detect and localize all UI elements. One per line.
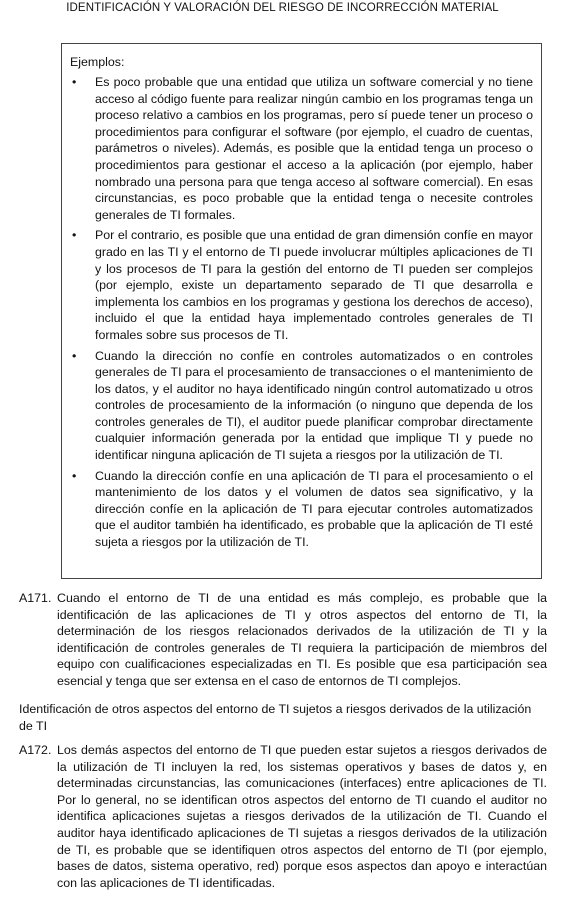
paragraph-number: A172. bbox=[19, 743, 52, 757]
list-item bbox=[70, 348, 533, 464]
section-subheading: Identificación de otros aspectos del entorno de TI sujetos a riesgos derivados de la utilización de TI bbox=[19, 702, 532, 733]
examples-box bbox=[61, 43, 542, 579]
examples-list bbox=[70, 74, 533, 551]
paragraph-number: A171. bbox=[19, 591, 52, 605]
list-item-text: Cuando la dirección confíe en una aplicación de TI para el procesamiento o el mantenimiento de los datos y el volumen de datos sea significativo, y la dirección confíe en la aplicación de TI para ejecutar controles automatizados que el auditor también ha identificado, es probable que la aplicación de TI esté sujeta a riesgos por la utilización de TI. bbox=[95, 468, 533, 550]
bullet-icon: • bbox=[72, 348, 77, 363]
list-item bbox=[70, 468, 533, 551]
list-item bbox=[70, 74, 533, 223]
paragraph-a171 bbox=[19, 590, 547, 690]
examples-heading: Ejemplos: bbox=[70, 55, 125, 69]
list-item-text: Cuando la dirección no confíe en controles automatizados o en controles generales de TI para el procesamiento de transacciones o el mantenimiento de los datos, y el auditor no haya identificado ningún control automatizado u otros controles de procesamiento de la información (o ninguno que dependa de los controles generales de TI), el auditor puede planificar comprobar directamente cualquier información generada por la entidad que implique TI y puede no identificar ninguna aplicación de TI sujeta a riesgos por la utilización de TI. bbox=[95, 348, 533, 463]
running-header: IDENTIFICACIÓN Y VALORACIÓN DEL RIESGO DE INCORRECCIÓN MATERIAL bbox=[66, 2, 499, 14]
paragraph-text: Los demás aspectos del entorno de TI que pueden estar sujetos a riesgos derivados de la utilización de TI incluyen la red, los sistemas operativos y bases de datos y, en determinadas circunstancias, las comunicaciones (interfaces) entre aplicaciones de TI. Por lo general, no se identifican otros aspectos del entorno de TI cuando el auditor no identifica aplicaciones sujetas a riesgos derivados de la utilización de TI. Cuando el auditor haya identificado aplicaciones de TI sujetas a riesgos derivados de la utilización de TI, es probable que se identifiquen otros aspectos del entorno de TI (por ejemplo, bases de datos, sistema operativo, red) porque esos aspectos dan apoyo e interactúan con las aplicaciones de TI identificadas. bbox=[57, 743, 547, 890]
bullet-icon: • bbox=[72, 75, 77, 89]
bullet-icon: • bbox=[72, 468, 77, 483]
list-item bbox=[70, 227, 533, 343]
paragraph-a172 bbox=[19, 742, 547, 891]
bullet-icon: • bbox=[72, 228, 77, 243]
list-item-text: Es poco probable que una entidad que utiliza un software comercial y no tiene acceso al código fuente para realizar ningún cambio en los programas tenga un proceso relativo a cambios en los programas, pero sí puede tener un proceso o procedimientos para configurar el software (por ejemplo, el cuadro de cuentas, parámetros o niveles). Además, es posible que la entidad tenga un proceso o procedimientos para gestionar el acceso a la aplicación (por ejemplo, haber nombrado una persona para que tenga acceso al software comercial). En esas circunstancias, es poco probable que la entidad tenga o necesite controles generales de TI formales. bbox=[95, 75, 533, 222]
paragraph-text: Cuando el entorno de TI de una entidad es más complejo, es probable que la identificación de las aplicaciones de TI y otros aspectos del entorno de TI, la determinación de los riesgos relacionados derivados de la utilización de TI y la identificación de controles generales de TI requiera la participación de miembros del equipo con cualificaciones especializadas en TI. Es posible que esa participación sea esencial y tenga que ser extensa en el caso de entornos de TI complejos. bbox=[57, 591, 547, 688]
list-item-text: Por el contrario, es posible que una entidad de gran dimensión confíe en mayor grado en las TI y el entorno de TI puede involucrar múltiples aplicaciones de TI y los procesos de TI para la gestión del entorno de TI pueden ser complejos (por ejemplo, existe un departamento separado de TI que desarrolla e implementa los cambios en los programas y gestiona los derechos de acceso), incluido el que la entidad haya implementado controles generales de TI formales sobre sus procesos de TI. bbox=[95, 228, 533, 342]
